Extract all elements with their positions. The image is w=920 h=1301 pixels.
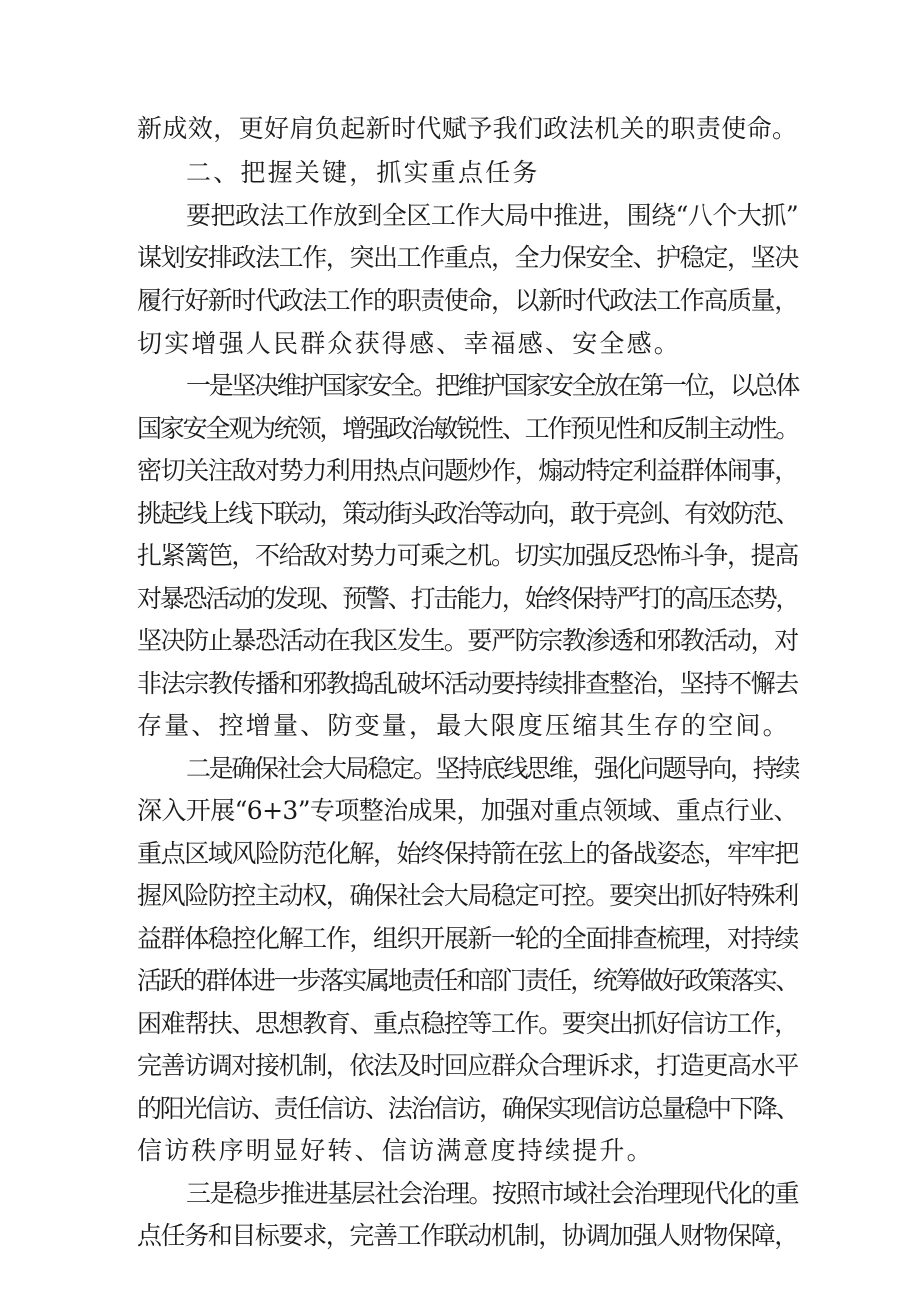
text-line: 坚决防止暴恐活动在我区发生。要严防宗教渗透和邪教活动，对 <box>137 626 798 655</box>
text-line: 新成效，更好肩负起新时代赋予我们政法机关的职责使命。 <box>137 114 798 143</box>
text-line: 挑起线上线下联动，策动街头政治等动向，敢于亮剑、有效防范、 <box>137 499 799 528</box>
text-line: 对暴恐活动的发现、预警、打击能力，始终保持严打的高压态势， <box>137 584 799 613</box>
text-line: 困难帮扶、思想教育、重点稳控等工作。要突出抓好信访工作， <box>137 1009 798 1038</box>
text-line: 的阳光信访、责任信访、法治信访，确保实现信访总量稳中下降、 <box>137 1094 799 1123</box>
text-line: 密切关注敌对势力利用热点问题炒作，煽动特定利益群体闹事， <box>137 456 798 485</box>
text-line: 益群体稳控化解工作，组织开展新一轮的全面排查梳理，对持续 <box>137 924 798 953</box>
text-line: 点任务和目标要求，完善工作联动机制，协调加强人财物保障， <box>137 1221 798 1250</box>
text-line: 重点区域风险防范化解，始终保持箭在弦上的备战姿态，牢牢把 <box>137 839 798 868</box>
text-line: 存量、控增量、防变量，最大限度压缩其生存的空间。 <box>137 711 790 740</box>
text-line: 握风险防控主动权，确保社会大局稳定可控。要突出抓好特殊利 <box>137 881 798 910</box>
text-line: 二是确保社会大局稳定。坚持底线思维，强化问题导向，持续 <box>186 754 798 783</box>
text-line: 谋划安排政法工作，突出工作重点，全力保安全、护稳定，坚决 <box>137 243 798 272</box>
text-line: 三是稳步推进基层社会治理。按照市域社会治理现代化的重 <box>186 1179 798 1208</box>
section-heading: 二、把握关键，抓实重点任务 <box>186 158 540 187</box>
text-line: 扎紧篱笆，不给敌对势力可乘之机。切实加强反恐怖斗争，提高 <box>137 541 798 570</box>
text-line: 深入开展“6+3”专项整治成果，加强对重点领域、重点行业、 <box>137 796 798 825</box>
text-line: 完善访调对接机制，依法及时回应群众合理诉求，打造更高水平 <box>137 1051 798 1080</box>
text-line: 切实增强人民群众获得感、幸福感、安全感。 <box>137 329 682 358</box>
text-line: 活跃的群体进一步落实属地责任和部门责任，统筹做好政策落实、 <box>137 966 799 995</box>
text-line: 国家安全观为统领，增强政治敏锐性、工作预见性和反制主动性。 <box>137 414 799 443</box>
text-line: 履行好新时代政法工作的职责使命，以新时代政法工作高质量， <box>137 286 798 315</box>
text-line: 信访秩序明显好转、信访满意度持续提升。 <box>137 1136 654 1165</box>
text-line: 非法宗教传播和邪教捣乱破坏活动要持续排查整治，坚持不懈去 <box>137 669 798 698</box>
text-line: 要把政法工作放到全区工作大局中推进，围绕“八个大抓” <box>186 201 798 230</box>
text-line: 一是坚决维护国家安全。把维护国家安全放在第一位，以总体 <box>186 371 798 400</box>
